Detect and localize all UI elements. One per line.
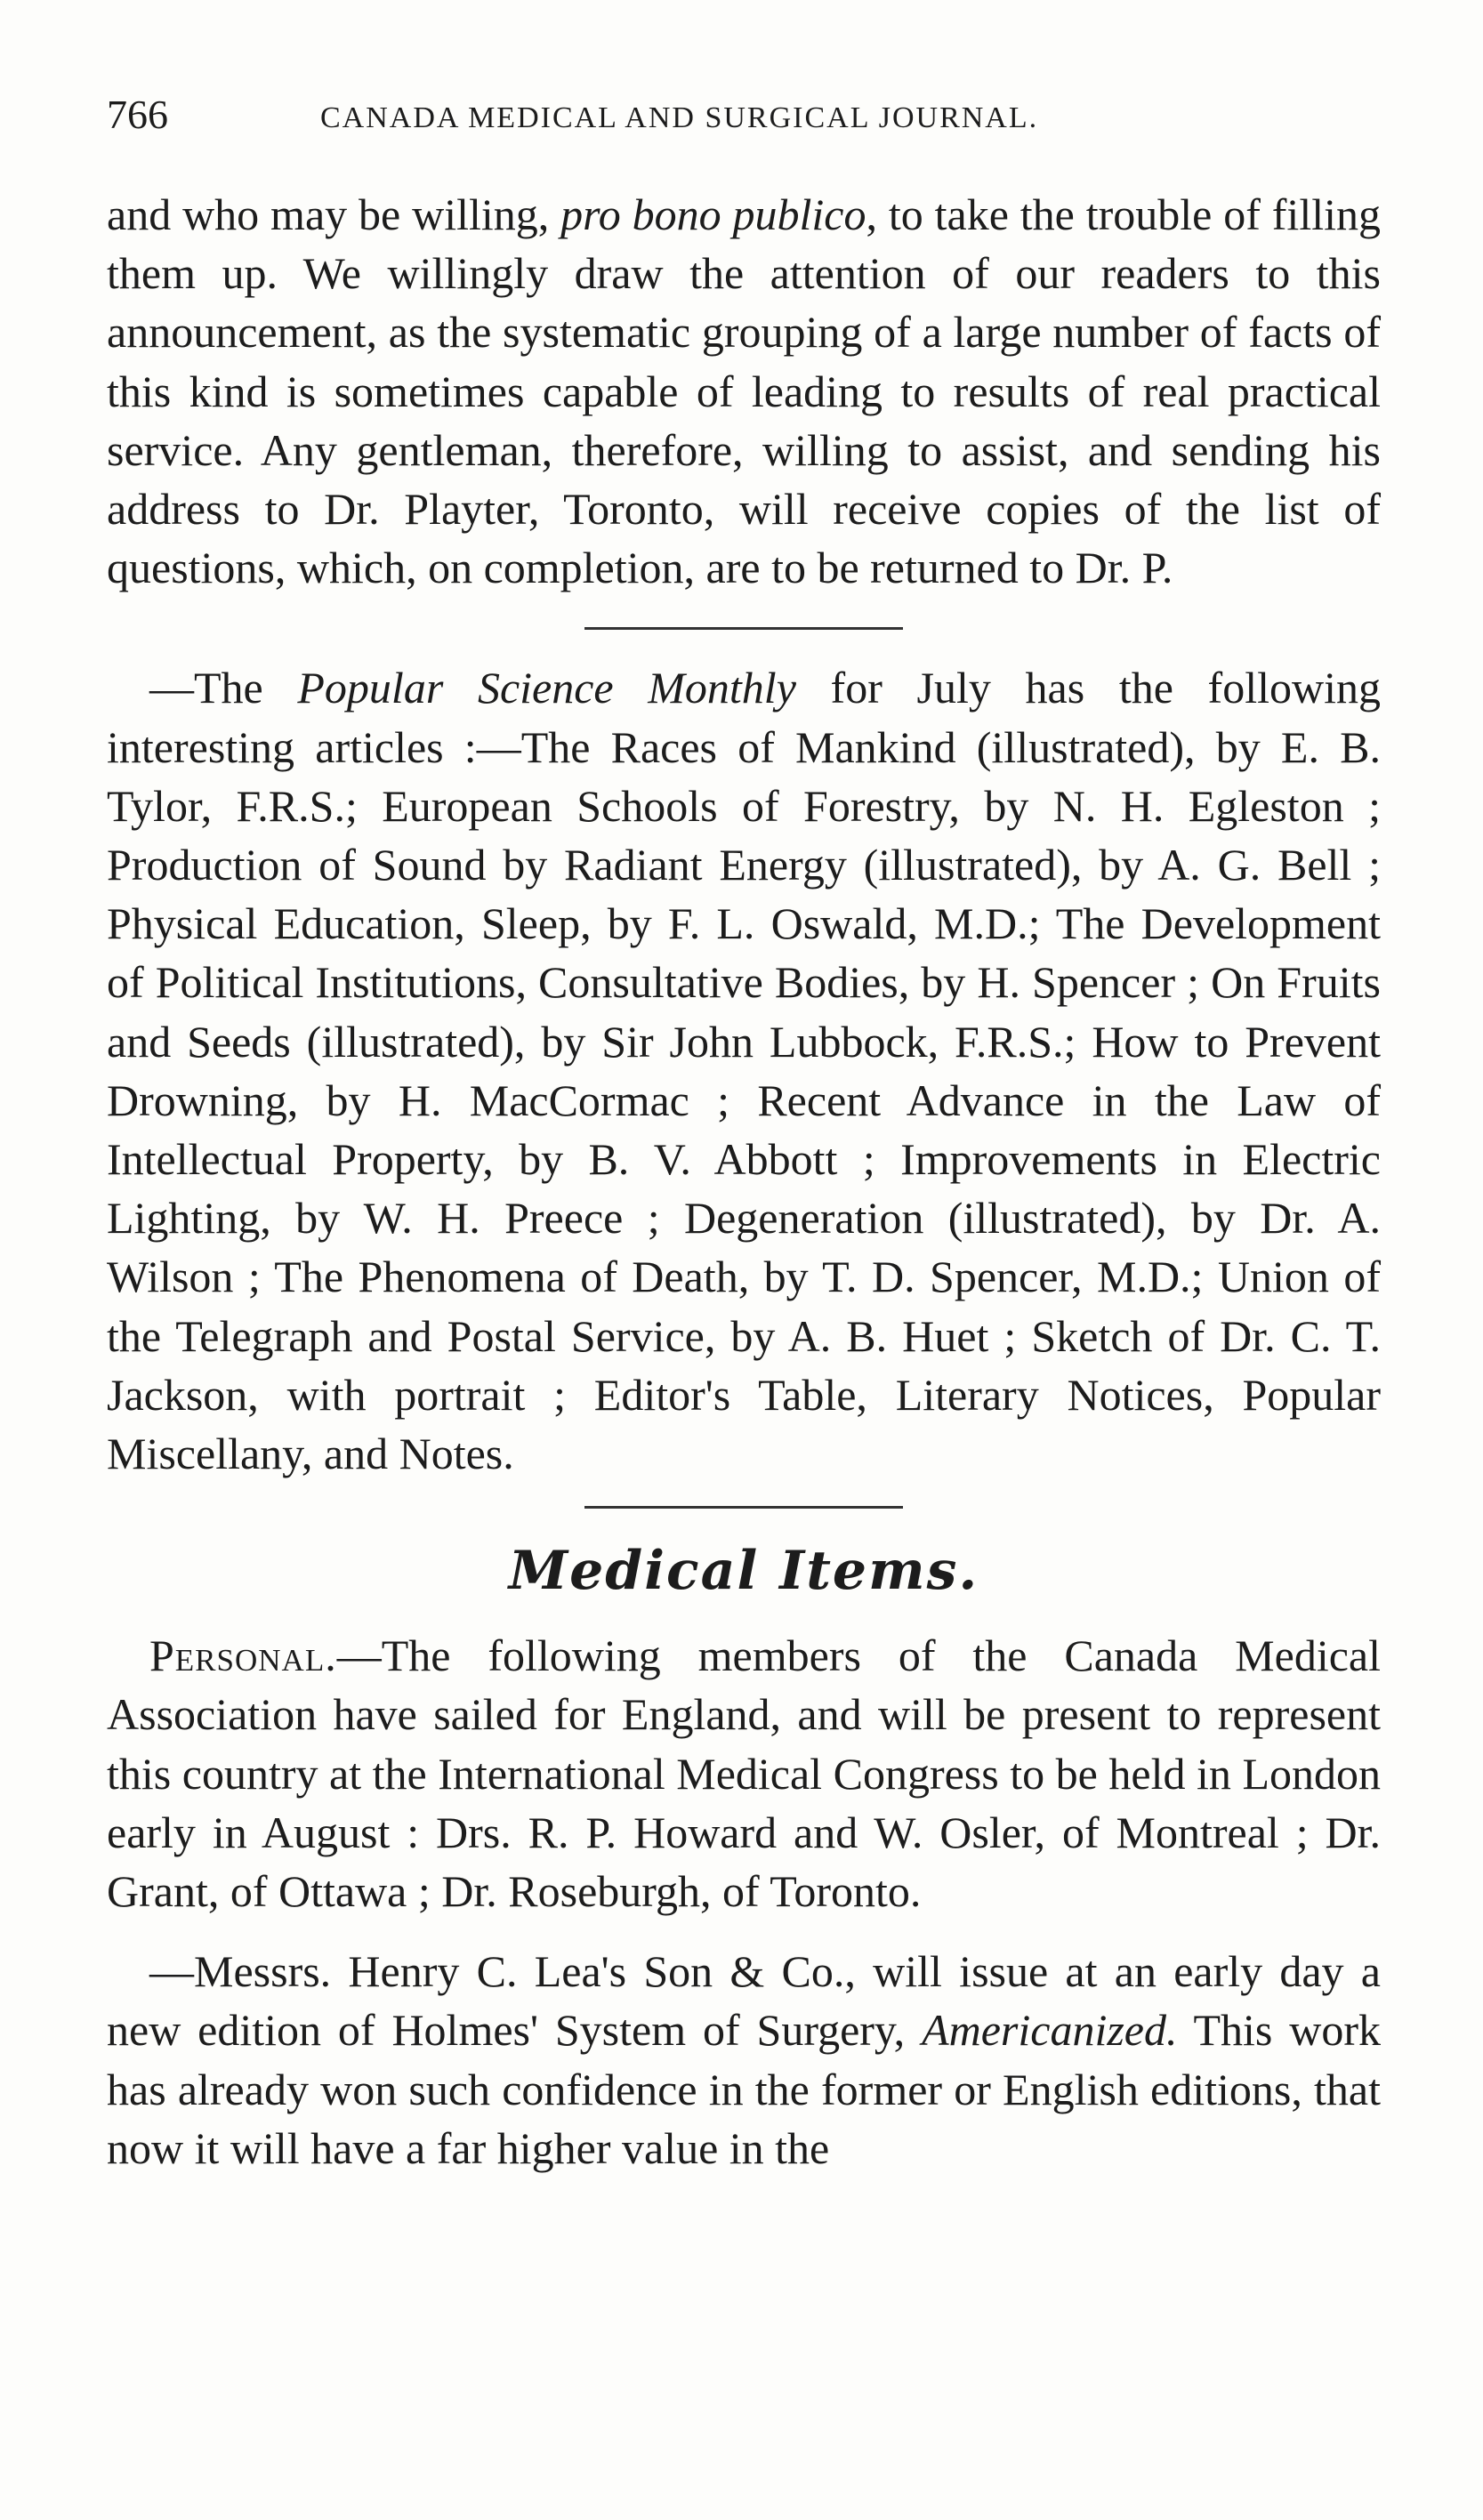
page-body	[107, 185, 1381, 2178]
paragraph-text: —The	[149, 663, 298, 713]
paragraph-popular-science	[107, 658, 1381, 1483]
paragraph-text: This work has already won such confidence in the former or English editions, that now it will have a far higher value in the	[107, 2005, 1382, 2173]
paragraph-text: for July has the following interesting articles :—The Races of Mankind (illustrated), by E. B. Tylor, F.R.S.; European Schools of Forestry, by N. H. Egleston ; Production of Sound by Radiant Energy (illustrated), by A. G. Bell ; Physical Education, Sleep, by F. L. Oswald, M.D.; The Development of Political Institutions, Consultative Bodies, by H. Spencer ; On Fruits and Seeds (illustrated), by Sir John Lubbock, F.R.S.; How to Prevent Drowning, by H. MacCormac ; Recent Advance in the Law of Intellectual Property, by B. V. Abbott ; Improvements in Electric Lighting, by W. H. Preece ; Degeneration (illustrated), by Dr. A. Wilson ; The Phenomena of Death, by T. D. Spencer, M.D.; Union of the Telegraph and Postal Service, by A. B. Huet ; Sketch of Dr. C. T. Jackson, with portrait ; Editor's Table, Literary Notices, Popular Miscellany, and Notes.	[107, 663, 1381, 1479]
section-heading: Medical Items.	[508, 1540, 979, 1603]
paragraph-gap	[107, 1920, 1381, 1942]
page-header	[107, 91, 1388, 144]
paragraph-text: and who may be willing,	[107, 189, 561, 239]
section-divider	[584, 627, 903, 630]
paragraph-questionnaire	[107, 185, 1381, 597]
running-head: CANADA MEDICAL AND SURGICAL JOURNAL.	[320, 101, 1039, 134]
paragraph-text: —The following members of the Canada Medical Association have sailed for England, and will be present to represent this country at the International Medical Congress to be held in London early in August : Drs. R. P. Howard and W. Osler, of Montreal ; Dr. Grant, of Ottawa ; Dr. Roseburgh, of Toronto.	[107, 1630, 1381, 1917]
paragraph-text: —Messrs. Henry C. Lea's Son & Co., will issue at an early day a new edition of Holmes' System of Surgery,	[107, 1946, 1381, 2056]
publication-title: Popular Science Monthly	[297, 663, 796, 713]
paragraph-text: , to take the trouble of filling them up. We willingly draw the attention of our readers to this announcement, as the systematic grouping of a large number of facts of this kind is sometimes capable of leading to results of real practical service. Any gentleman, therefore, willing to assist, and sending his address to Dr. Playter, Toronto, will receive copies of the list of questions, which, on completion, are to be returned to Dr. P.	[107, 189, 1381, 593]
section-divider	[584, 1506, 903, 1509]
emphasis-word: Americanized.	[922, 2005, 1178, 2056]
paragraph-personal	[107, 1626, 1381, 1920]
latin-phrase: pro bono publico	[560, 189, 866, 239]
paragraph-holmes-surgery	[107, 1942, 1381, 2178]
page-number: 766	[107, 92, 168, 137]
paragraph-lead: Personal.	[149, 1630, 337, 1681]
